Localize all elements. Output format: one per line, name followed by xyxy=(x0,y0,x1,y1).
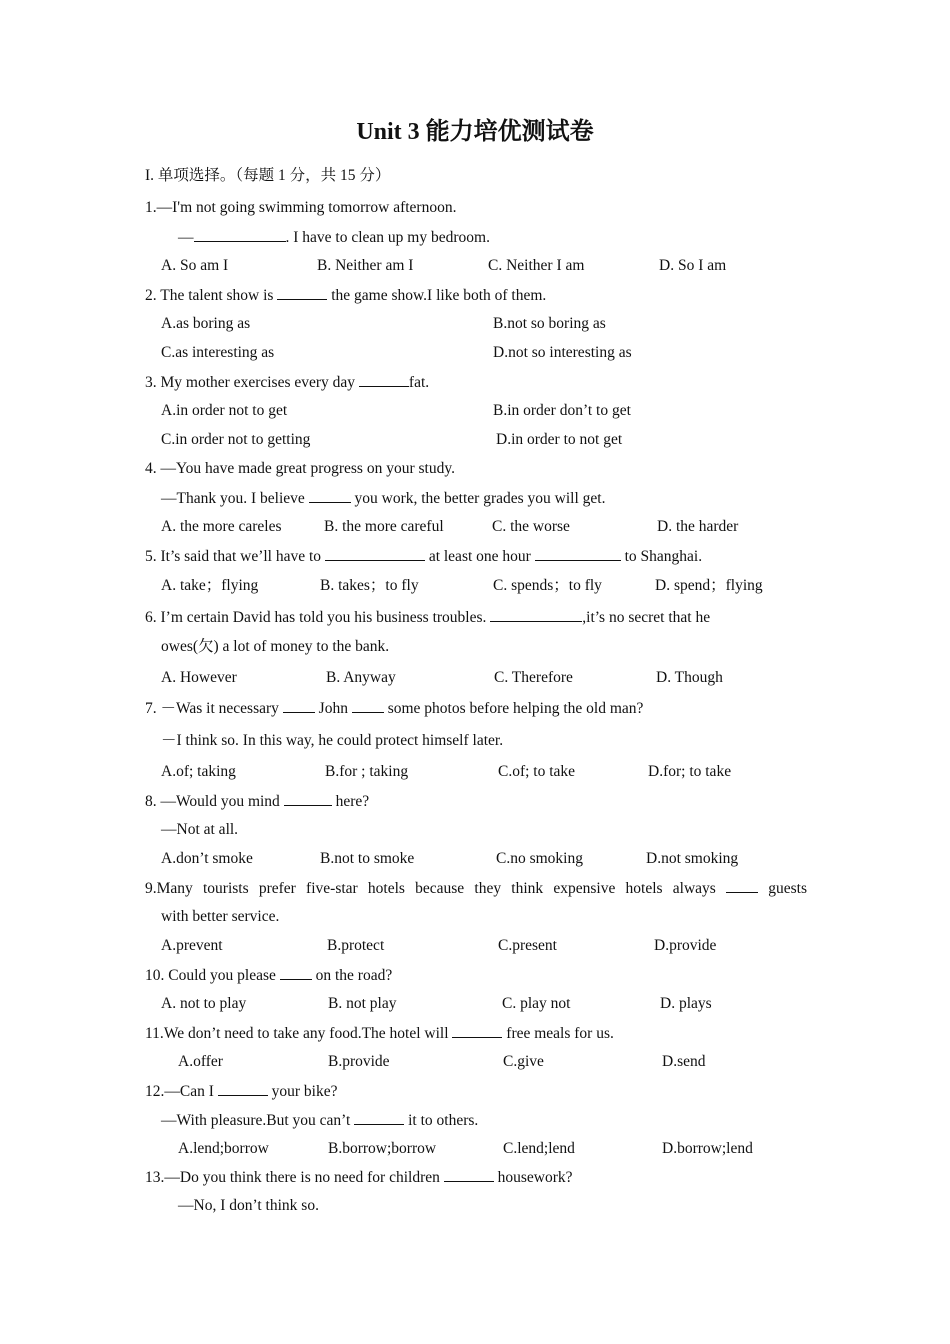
question-8-option-b: B.not to smoke xyxy=(320,850,415,867)
question-8-option-c: C.no smoking xyxy=(496,850,583,867)
answer-blank xyxy=(352,697,384,713)
question-3-option-d: D.in order to not get xyxy=(496,431,623,448)
question-11-line-1: 11.We don’t need to take any food.The hotel will free meals for us. xyxy=(145,1022,614,1045)
question-13-number: 13. xyxy=(145,1169,165,1186)
question-4-option-c: C. the worse xyxy=(492,518,570,535)
question-7-line-1: 7. －Was it necessary John some photos before helping the old man? xyxy=(145,697,643,720)
answer-blank xyxy=(284,790,332,806)
answer-blank xyxy=(194,226,286,242)
question-9-option-a: A.prevent xyxy=(161,937,223,954)
question-8-line-2: —Not at all. xyxy=(161,821,239,838)
question-8-option-d: D.not smoking xyxy=(646,850,739,867)
question-7-option-b: B.for ; taking xyxy=(325,763,409,780)
question-1-option-b: B. Neither am I xyxy=(317,257,414,274)
answer-blank xyxy=(726,877,758,893)
answer-blank xyxy=(280,964,312,980)
question-2-option-c: C.as interesting as xyxy=(161,344,275,361)
question-8-number: 8. xyxy=(145,793,157,810)
question-6-option-c: C. Therefore xyxy=(494,669,573,686)
question-5-option-c: C. spends；to fly xyxy=(493,577,602,594)
question-7-option-d: D.for; to take xyxy=(648,763,732,780)
question-9-option-b: B.protect xyxy=(327,937,385,954)
question-6-line-1: 6. I’m certain David has told you his business troubles. ,it’s no secret that he xyxy=(145,606,710,629)
question-4-line-1: 4. —You have made great progress on your study. xyxy=(145,460,455,477)
question-1-line-2: — . I have to clean up my bedroom. xyxy=(178,226,490,249)
question-4-line-2: —Thank you. I believe you work, the better grades you will get. xyxy=(161,487,605,510)
answer-blank xyxy=(277,284,327,300)
question-10-line-1: 10. Could you please on the road? xyxy=(145,964,392,987)
question-10-option-b: B. not play xyxy=(328,995,397,1012)
question-6-number: 6. xyxy=(145,609,157,626)
question-6-line-2: owes(欠) a lot of money to the bank. xyxy=(161,638,390,655)
question-6-option-d: D. Though xyxy=(656,669,723,686)
question-12-line-2: —With pleasure.But you can’t it to others. xyxy=(161,1109,478,1132)
question-4-number: 4. xyxy=(145,460,157,477)
question-12-option-c: C.lend;lend xyxy=(503,1140,575,1157)
question-1-option-c: C. Neither I am xyxy=(488,257,585,274)
question-12-option-a: A.lend;borrow xyxy=(178,1140,269,1157)
question-1-line-1: 1.—I'm not going swimming tomorrow afternoon. xyxy=(145,199,457,216)
question-1-number: 1. xyxy=(145,199,157,216)
question-4-option-b: B. the more careful xyxy=(324,518,444,535)
question-11-option-c: C.give xyxy=(503,1053,544,1070)
question-7-option-c: C.of; to take xyxy=(498,763,576,780)
question-10-number: 10. xyxy=(145,967,165,984)
section-heading: I. 单项选择。（每题 1 分，共 15 分） xyxy=(145,167,391,184)
question-2-number: 2. xyxy=(145,287,157,304)
question-7-number: 7. xyxy=(145,700,157,717)
question-2-line-1: 2. The talent show is the game show.I like both of them. xyxy=(145,284,546,307)
question-9-option-d: D.provide xyxy=(654,937,717,954)
answer-blank xyxy=(309,487,351,503)
question-4-option-a: A. the more careles xyxy=(161,518,282,535)
question-1-option-d: D. So I am xyxy=(659,257,727,274)
question-5-line-1: 5. It’s said that we’ll have to at least one hour to Shanghai. xyxy=(145,545,702,568)
question-12-line-1: 12.—Can I your bike? xyxy=(145,1080,338,1103)
answer-blank xyxy=(283,697,315,713)
question-11-option-d: D.send xyxy=(662,1053,706,1070)
question-2-option-d: D.not so interesting as xyxy=(493,344,632,361)
answer-blank xyxy=(359,371,409,387)
question-2-option-b: B.not so boring as xyxy=(493,315,606,332)
question-3-line-1: 3. My mother exercises every day fat. xyxy=(145,371,429,394)
question-13-line-1: 13.—Do you think there is no need for children housework? xyxy=(145,1166,573,1189)
question-5-option-a: A. take；flying xyxy=(161,577,259,594)
question-10-option-c: C. play not xyxy=(502,995,571,1012)
question-6-option-a: A. However xyxy=(161,669,237,686)
answer-blank xyxy=(444,1166,494,1182)
question-3-option-b: B.in order don’t to get xyxy=(493,402,631,419)
question-1-option-a: A. So am I xyxy=(161,257,229,274)
question-3-number: 3. xyxy=(145,374,157,391)
question-10-option-d: D. plays xyxy=(660,995,712,1012)
question-2-option-a: A.as boring as xyxy=(161,315,251,332)
question-13-line-2: —No, I don’t think so. xyxy=(178,1197,319,1214)
question-7-option-a: A.of; taking xyxy=(161,763,236,780)
page-title: Unit 3 能力培优测试卷 xyxy=(356,119,594,145)
question-11-option-a: A.offer xyxy=(178,1053,223,1070)
answer-blank xyxy=(354,1109,404,1125)
answer-blank xyxy=(490,606,582,622)
question-4-option-d: D. the harder xyxy=(657,518,739,535)
question-6-option-b: B. Anyway xyxy=(326,669,396,686)
question-9-line-2: with better service. xyxy=(161,908,280,925)
question-8-line-1: 8. —Would you mind here? xyxy=(145,790,369,813)
answer-blank xyxy=(218,1080,268,1096)
question-11-number: 11. xyxy=(145,1025,164,1042)
question-11-option-b: B.provide xyxy=(328,1053,390,1070)
answer-blank xyxy=(535,545,621,561)
question-3-option-c: C.in order not to getting xyxy=(161,431,311,448)
question-3-option-a: A.in order not to get xyxy=(161,402,288,419)
question-7-line-2: －I think so. In this way, he could protect himself later. xyxy=(161,732,504,749)
question-8-option-a: A.don’t smoke xyxy=(161,850,253,867)
question-9-option-c: C.present xyxy=(498,937,557,954)
answer-blank xyxy=(452,1022,502,1038)
question-9-line-1: 9.Many tourists prefer five-star hotels because they think expensive hotels always guests xyxy=(145,877,807,900)
question-12-option-b: B.borrow;borrow xyxy=(328,1140,437,1157)
question-10-option-a: A. not to play xyxy=(161,995,247,1012)
question-9-number: 9. xyxy=(145,880,157,897)
question-12-number: 12. xyxy=(145,1083,165,1100)
question-5-number: 5. xyxy=(145,548,157,565)
answer-blank xyxy=(325,545,425,561)
question-5-option-d: D. spend；flying xyxy=(655,577,763,594)
question-12-option-d: D.borrow;lend xyxy=(662,1140,753,1157)
question-5-option-b: B. takes；to fly xyxy=(320,577,419,594)
